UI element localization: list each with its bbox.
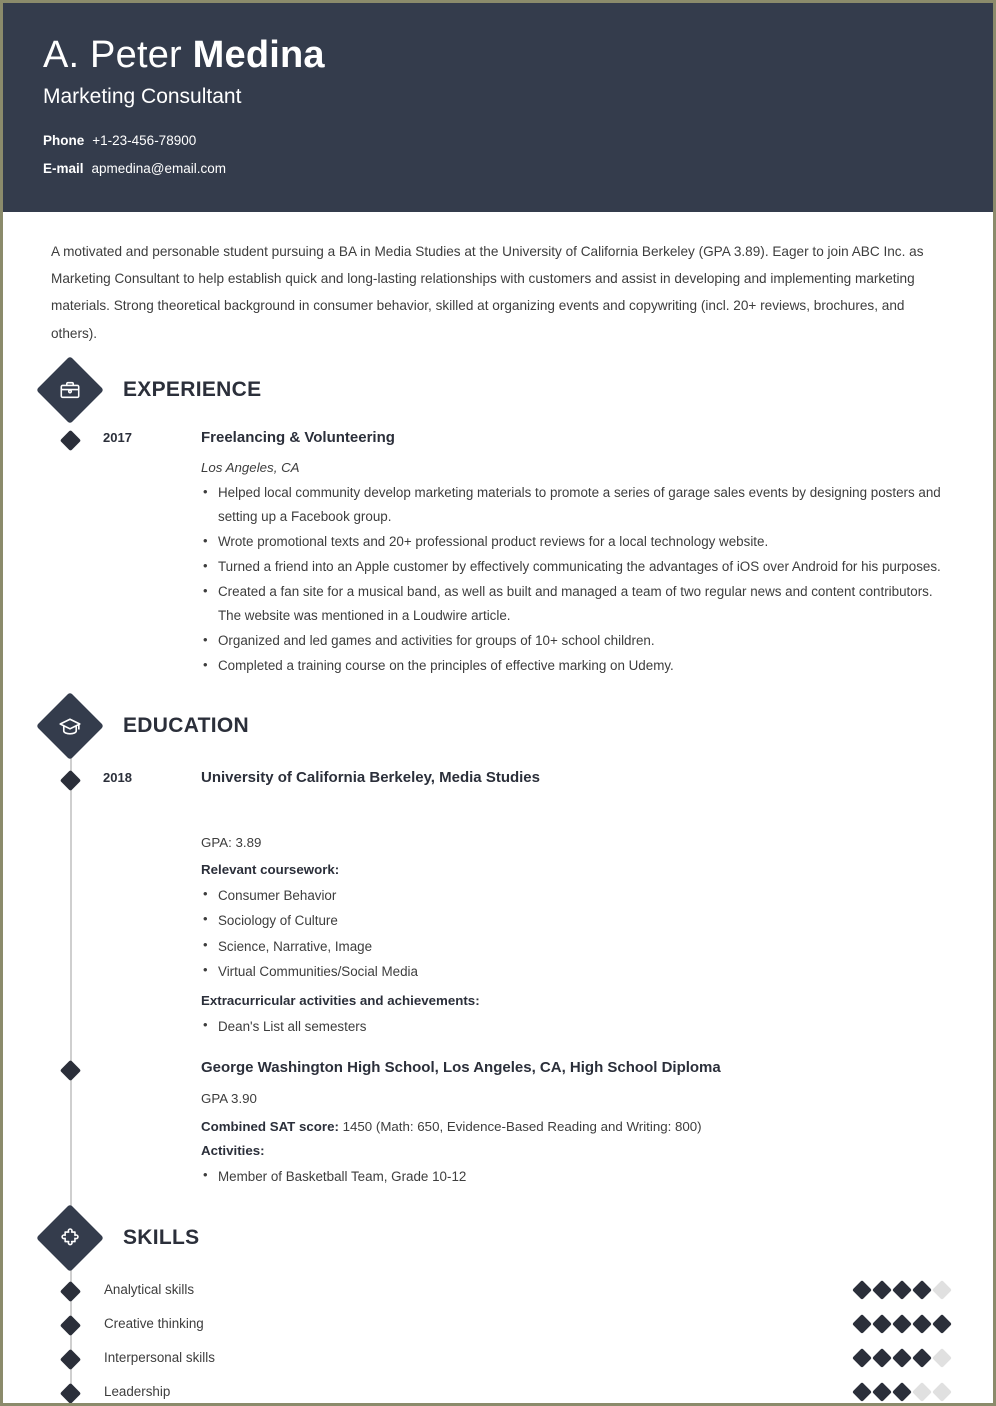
professional-summary: A motivated and personable student pursuing a BA in Media Studies at the University of California Berkeley (GPA 3.89). Eager to join ABC Inc. as Marketing Consultant to help establish quick and long-lasting relationships with customers and assist in developing and implementing marketing materials. Strong theoretical background in consumer behavior, skilled at organizing events and copywriting (incl. 20+ reviews, brochures, and others). — [51, 244, 924, 341]
coursework-list — [201, 883, 947, 984]
education-year-highschool — [103, 1057, 201, 1189]
rating-diamond-filled — [932, 1314, 952, 1334]
rating-diamond-filled — [872, 1280, 892, 1300]
rating-diamond-empty — [932, 1348, 952, 1368]
list-item: • Created a fan site for a musical band, as well as built and managed a team of two regular news and content contributors. The website was mentioned in a Loudwire article. — [201, 580, 947, 630]
extracurricular-label: Extracurricular activities and achievements: — [201, 993, 480, 1009]
contact-email-value[interactable]: apmedina@email.com — [91, 160, 227, 176]
list-item: • Turned a friend into an Apple customer by effectively communicating the advantages of iOS over Android for his purposes. — [201, 555, 947, 580]
rating-diamond-filled — [892, 1314, 912, 1334]
rating-diamond-filled — [892, 1348, 912, 1368]
education-highschool-body — [201, 1057, 993, 1189]
skill-row — [3, 1273, 993, 1307]
experience-year: 2017 — [103, 429, 132, 445]
rating-diamond-filled — [852, 1382, 872, 1402]
contact-phone — [43, 133, 993, 148]
skill-row — [3, 1375, 993, 1406]
activities-label: Activities: — [201, 1142, 265, 1158]
list-item: • Member of Basketball Team, Grade 10-12 — [201, 1164, 947, 1189]
candidate-name — [43, 33, 993, 78]
resume-header — [3, 3, 993, 212]
list-item: • Helped local community develop marketing materials to promote a series of garage sales events by designing posters and setting up a Facebook group. — [201, 481, 947, 531]
rating-diamond-filled — [892, 1280, 912, 1300]
last-name: Medina — [192, 34, 325, 76]
skill-label: Interpersonal skills — [104, 1350, 215, 1366]
puzzle-piece-icon — [36, 1204, 104, 1272]
extracurricular-list — [201, 1014, 947, 1039]
education-entry-body — [201, 767, 993, 1039]
rating-diamond-filled — [872, 1314, 892, 1334]
list-item: • Organized and led games and activities for groups of 10+ school children. — [201, 629, 947, 654]
contact-phone-value[interactable]: +1-23-456-78900 — [92, 132, 197, 148]
education-entry-university — [3, 767, 993, 1039]
experience-entry-body — [201, 427, 993, 679]
section-education — [3, 701, 993, 1189]
resume-body — [3, 365, 993, 1406]
timeline-diamond-marker — [60, 1281, 81, 1302]
briefcase-icon — [36, 356, 104, 424]
skill-rating — [855, 1351, 949, 1365]
list-item: • Consumer Behavior — [201, 883, 947, 908]
rating-diamond-filled — [912, 1280, 932, 1300]
highschool-gpa: GPA 3.90 — [201, 1091, 257, 1106]
spacer — [201, 789, 947, 823]
list-item: • Sociology of Culture — [201, 908, 947, 933]
skill-rating — [855, 1283, 949, 1297]
sat-score-value: 1450 (Math: 650, Evidence-Based Reading and Writing: 800) — [342, 1118, 702, 1134]
education-school-name: University of California Berkeley, Media Studies — [201, 768, 540, 786]
rating-diamond-filled — [872, 1382, 892, 1402]
education-gpa: GPA: 3.89 — [201, 834, 262, 850]
section-header-education — [3, 701, 993, 751]
section-title-experience: EXPERIENCE — [123, 377, 262, 401]
section-experience — [3, 365, 993, 679]
job-title: Marketing Consultant — [43, 84, 242, 108]
timeline-diamond-marker — [60, 1060, 81, 1081]
sat-score-label: Combined SAT score: — [201, 1118, 339, 1134]
rating-diamond-filled — [892, 1382, 912, 1402]
list-item: • Dean's List all semesters — [201, 1014, 947, 1039]
rating-diamond-filled — [852, 1348, 872, 1368]
section-header-skills — [3, 1213, 993, 1263]
education-year: 2018 — [103, 769, 132, 785]
timeline-diamond-marker — [60, 1349, 81, 1370]
rating-diamond-filled — [912, 1348, 932, 1368]
section-title-education: EDUCATION — [123, 713, 249, 737]
first-names: A. Peter — [43, 34, 182, 76]
experience-job-title: Freelancing & Volunteering — [201, 428, 395, 446]
list-item: • Virtual Communities/Social Media — [201, 959, 947, 984]
experience-bullets — [201, 481, 947, 679]
contact-phone-label: Phone — [43, 132, 85, 148]
experience-location: Los Angeles, CA — [201, 459, 300, 475]
timeline-diamond-marker — [60, 1383, 81, 1404]
skill-row — [3, 1341, 993, 1375]
skill-label: Leadership — [104, 1384, 171, 1400]
timeline-diamond-marker — [60, 770, 81, 791]
skill-label: Analytical skills — [104, 1282, 195, 1298]
skills-list — [3, 1273, 993, 1406]
activities-list — [201, 1164, 947, 1189]
contact-email-label: E-mail — [43, 160, 84, 176]
skill-rating — [855, 1385, 949, 1399]
skill-row — [3, 1307, 993, 1341]
section-title-skills: SKILLS — [123, 1225, 200, 1249]
skill-rating — [855, 1317, 949, 1331]
coursework-label: Relevant coursework: — [201, 862, 340, 878]
rating-diamond-filled — [852, 1314, 872, 1334]
rating-diamond-filled — [872, 1348, 892, 1368]
timeline-diamond-marker — [60, 1315, 81, 1336]
experience-entry — [3, 427, 993, 679]
sat-score-line — [201, 1119, 947, 1134]
education-entry-highschool — [3, 1057, 993, 1189]
rating-diamond-empty — [932, 1382, 952, 1402]
skill-label: Creative thinking — [104, 1316, 204, 1332]
rating-diamond-filled — [912, 1314, 932, 1334]
timeline-diamond-marker — [60, 430, 81, 451]
section-skills — [3, 1213, 993, 1406]
rating-diamond-empty — [932, 1280, 952, 1300]
rating-diamond-empty — [912, 1382, 932, 1402]
section-header-experience — [3, 365, 993, 415]
rating-diamond-filled — [852, 1280, 872, 1300]
contact-email — [43, 161, 993, 176]
list-item: • Wrote promotional texts and 20+ professional product reviews for a local technology website. — [201, 530, 947, 555]
highschool-name: George Washington High School, Los Angeles, CA, High School Diploma — [201, 1059, 721, 1077]
list-item: • Completed a training course on the principles of effective marking on Udemy. — [201, 654, 947, 679]
list-item: • Science, Narrative, Image — [201, 934, 947, 959]
graduation-cap-icon — [36, 692, 104, 760]
